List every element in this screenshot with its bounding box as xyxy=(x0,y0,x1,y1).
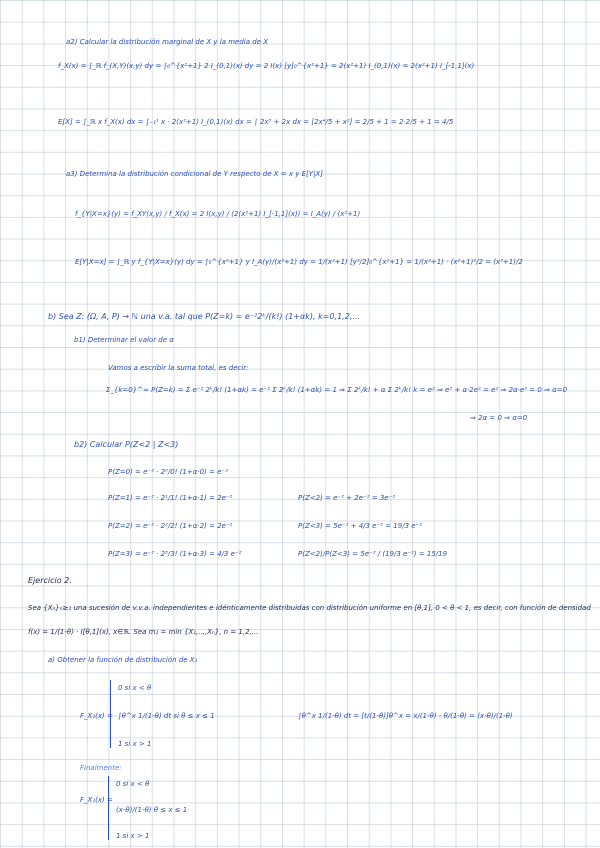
b1-heading: b1) Determinar el valor de α xyxy=(74,336,174,344)
piecewise-brace xyxy=(110,680,111,748)
a3-equation-expectation: E[Y|X=x] = ∫_ℝ y f_{Y|X=x}(y) dy = ∫₀^{x²+1} y I_A(y)/(x²+1) dy = 1/(x²+1) [y²/2]₀^{x²+1} = 1/(x²+1) · (x²+1)²/2 = (x²+1)/2 xyxy=(75,258,523,266)
a2-equation-marginal: f_X(x) = ∫_ℝ f_(X,Y)(x,y) dy = ∫₀^{x²+1} 2 I_(0,1)(x) dy = 2 I(x) [y]₀^{x²+1} = 2(x²+1) I_(0,1)(x) = 2(x²+1) I_[-1,1](x) xyxy=(58,62,475,70)
b-heading: b) Sea Z: (Ω, A, P) → ℕ una v.a. tal que P(Z=k) = e⁻²2ᵏ/(k!) (1+αk), k=0,1,2,... xyxy=(48,312,360,321)
a3-equation-conditional: f_{Y|X=x}(y) = f_XY(x,y) / f_X(x) = 2 I(x,y) / (2(x²+1) I_[-1,1](x)) = I_A(y) / (x²+1) xyxy=(75,210,361,218)
a3-heading: a3) Determina la distribución condicional de Y respecto de X = x y E[Y|X] xyxy=(66,170,323,178)
b1-result: ⇒ 2α = 0 ⇒ α=0 xyxy=(470,414,528,422)
final-piecewise-brace xyxy=(108,776,109,840)
fx-case-2: ∫θ^x 1/(1-θ) dt si θ ≤ x ≤ 1 xyxy=(118,712,215,720)
fx-label: F_X₁(x) = xyxy=(80,712,113,720)
p-z-3: P(Z=3) = e⁻² · 2³/3! (1+α·3) = 4/3 e⁻² xyxy=(108,550,242,558)
p-z-lt-3: P(Z<3) = 5e⁻² + 4/3 e⁻² = 19/3 e⁻² xyxy=(298,522,423,530)
p-z-0: P(Z=0) = e⁻² · 2⁰/0! (1+α·0) = e⁻² xyxy=(108,468,228,476)
a2-heading: a2) Calcular la distribución marginal de X y la media de X xyxy=(66,38,269,46)
final-fx-label: F_X₁(x) = xyxy=(80,796,113,804)
b1-intro: Vamos a escribir la suma total, es decir: xyxy=(108,364,249,372)
ejercicio-2-heading: Ejercicio 2. xyxy=(28,576,72,585)
ejercicio-2-density: f(x) = 1/(1-θ) · I[θ,1](x), x∈ℝ. Sea m₁ = min {X₁,...,Xₙ}, n = 1,2,... xyxy=(28,628,259,636)
conditional-probability: P(Z<2)/P(Z<3) = 5e⁻² / (19/3 e⁻²) = 15/19 xyxy=(298,550,448,558)
a-heading: a) Obtener la función de distribución de X₁ xyxy=(48,656,198,664)
b1-equation: Σ_{k=0}^∞ P(Z=k) = Σ e⁻² 2ᵏ/k! (1+αk) = e⁻² Σ 2ᵏ/k! (1+αk) = 1 ⇒ Σ 2ᵏ/k! + α Σ 2ᵏ/k! k = e² ⇒ e² + α·2e² = e² ⇒ 2α·e² = 0 ⇒ α=0 xyxy=(106,386,568,394)
finalmente-label: Finalmente: xyxy=(80,764,122,772)
fx-side-computation: ∫θ^x 1/(1-θ) dt = [t/(1-θ)]θ^x = x/(1-θ) - θ/(1-θ) = (x-θ)/(1-θ) xyxy=(298,712,513,720)
a2-equation-mean: E[X] = ∫_ℝ x f_X(x) dx = ∫₋₁¹ x · 2(x²+1) I_(0,1)(x) dx = ∫ 2x³ + 2x dx = [2x⁴/5 + x²] = 2/5 + 1 = 2·2/5 + 1 = 4/5 xyxy=(58,118,454,126)
b2-heading: b2) Calcular P(Z<2 | Z<3) xyxy=(74,440,179,449)
fx-case-1: 0 si x < θ xyxy=(118,684,152,692)
final-case-1: 0 si x < θ xyxy=(116,780,150,788)
p-z-1: P(Z=1) = e⁻² · 2¹/1! (1+α·1) = 2e⁻² xyxy=(108,494,233,502)
fx-case-3: 1 si x > 1 xyxy=(118,740,152,748)
final-case-2: (x-θ)/(1-θ) θ ≤ x ≤ 1 xyxy=(116,806,188,814)
final-case-3: 1 si x > 1 xyxy=(116,832,150,840)
p-z-2: P(Z=2) = e⁻² · 2²/2! (1+α·2) = 2e⁻² xyxy=(108,522,233,530)
p-z-lt-2: P(Z<2) = e⁻² + 2e⁻² = 3e⁻² xyxy=(298,494,396,502)
ejercicio-2-statement: Sea {Xₙ}ₙ≥₁ una sucesión de v.v.a. independientes e idénticamente distribuidas con distribución uniforme en [θ,1], 0 < θ < 1, es decir, con función de densidad xyxy=(28,604,591,612)
